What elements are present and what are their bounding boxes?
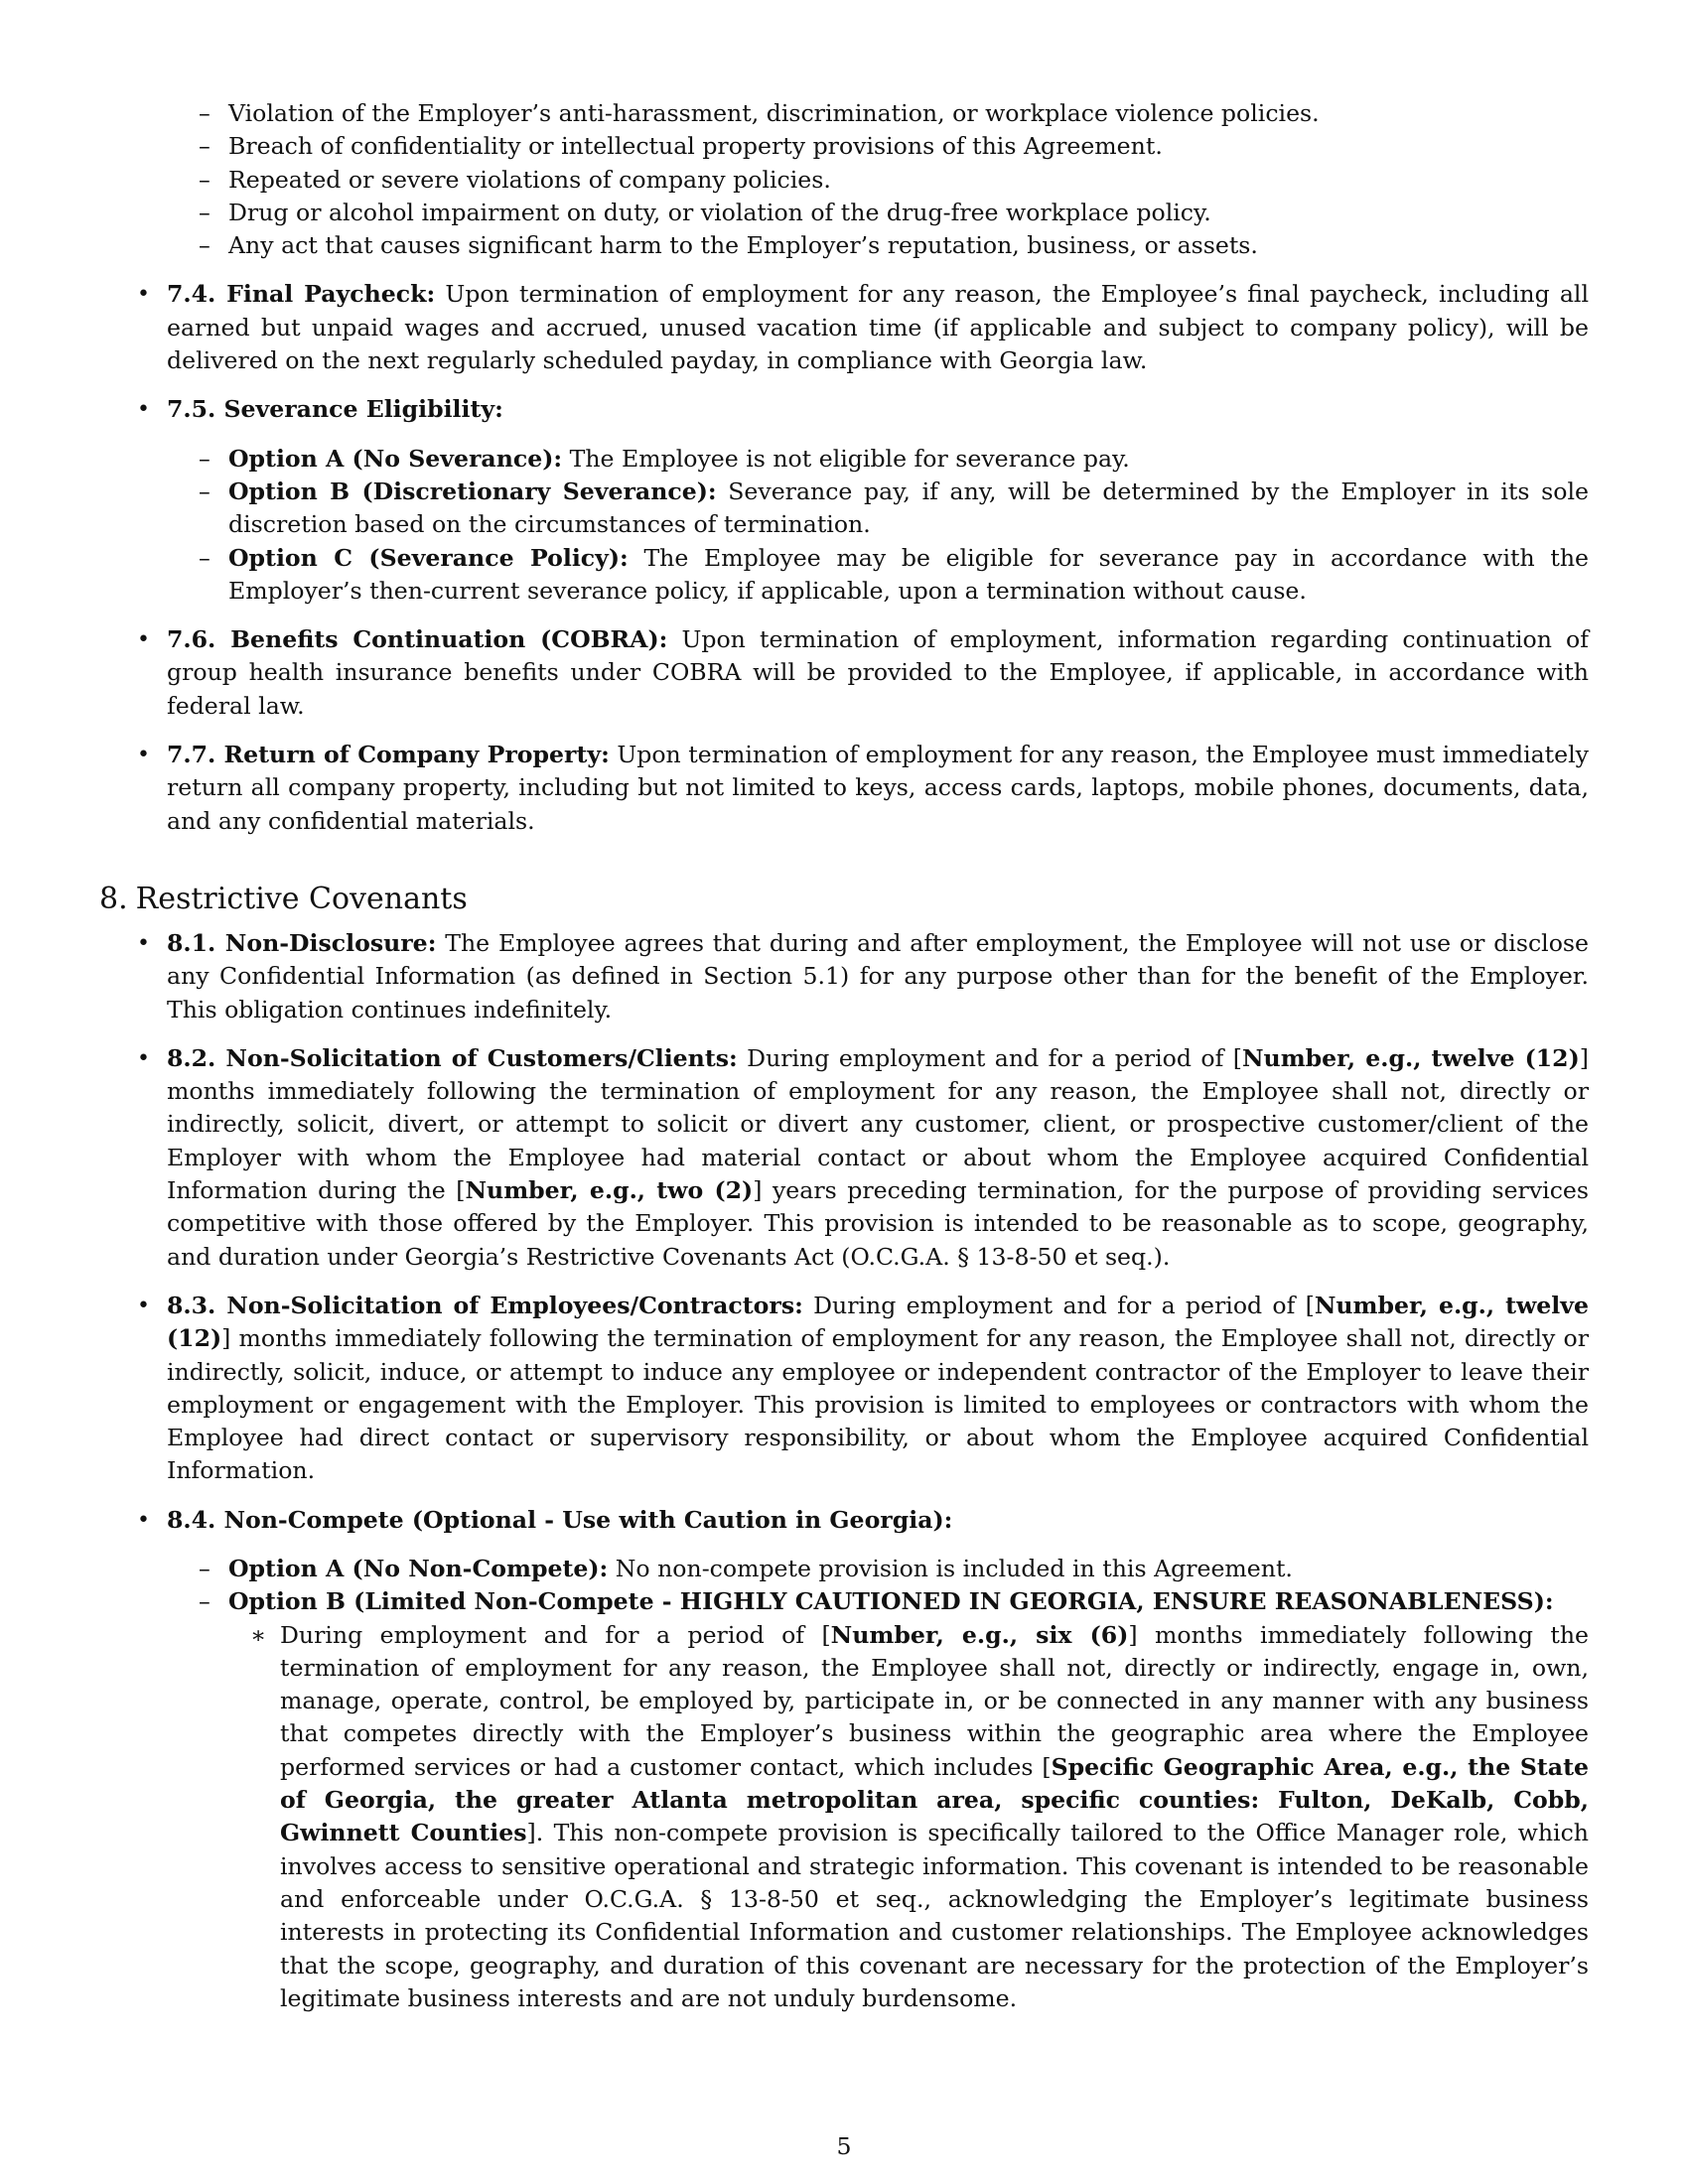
clause-text: ] months immediately following the termination of employment for any reason, the Employee shall not, directly or indirectly, solicit, induce, or attempt to induce any employee or independent contractor of the Employer to leave their employment or engagement with the Employer. This provision is limited to employees or contractors with whom the Employee had direct contact or supervisory responsibility, or about whom the Employee acquired Confidential Information. xyxy=(167,1324,1589,1485)
option-label: Option B (Discretionary Severance): xyxy=(228,477,717,505)
bullet-marker: • xyxy=(137,743,150,768)
severance-option-b xyxy=(99,476,1589,542)
list-item-text: Breach of confidentiality or intellectual property provisions of this Agreement. xyxy=(228,132,1163,161)
option-text: No non-compete provision is included in this Agreement. xyxy=(615,1554,1293,1582)
clause-text: Upon termination of employment for any reason, the Employee’s final paycheck, including all earned but unpaid wages and accrued, unused vacation time (if applicable and subject to company policy), will be delivered on the next regularly scheduled payday, in compliance with Georgia law. xyxy=(167,280,1590,375)
clause-8-4 xyxy=(99,1504,1589,2015)
clause-7-4 xyxy=(99,278,1589,377)
section-7-clauses xyxy=(99,278,1589,837)
bullet-marker: • xyxy=(137,1507,150,1533)
clause-title: 8.1. Non-Disclosure: xyxy=(167,928,437,957)
dash-marker: – xyxy=(199,198,211,226)
placeholder-term: Specific Geographic Area, e.g., the State of Georgia, the greater Atlanta metropolitan area, specific counties: Fulton, DeKalb, Cobb, Gwinnett Counties xyxy=(280,1752,1590,1847)
page-content xyxy=(99,97,1589,2015)
clause-title: 8.2. Non-Solicitation of Customers/Clients: xyxy=(167,1043,738,1072)
placeholder-term: Number, e.g., twelve (12) xyxy=(1241,1043,1580,1072)
non-compete-options xyxy=(99,1553,1589,2015)
option-label: Option A (No Non-Compete): xyxy=(228,1554,609,1582)
star-marker: ∗ xyxy=(250,1620,267,1649)
clause-text: ]. This non-compete provision is specifically tailored to the Office Manager role, which involves access to sensitive operational and strategic information. This covenant is intended to be reasonable and enforceable under O.C.G.A. § 13-8-50 et seq., acknowledging the Employer’s legitimate business interests in protecting its Confidential Information and customer relationships. The Employee acknowledges that the scope, geography, and duration of this covenant are necessary for the protection of the Employer’s legitimate business interests and are not unduly burdensome. xyxy=(280,1819,1589,2012)
list-item-text: Repeated or severe violations of company policies. xyxy=(228,165,831,194)
option-text: Severance pay, if any, will be determined by the Employer in its sole discretion based on the circumstances of termination. xyxy=(228,477,1590,539)
clause-text: During employment and for a period of [ xyxy=(813,1291,1315,1319)
list-item-text: Drug or alcohol impairment on duty, or violation of the drug-free workplace policy. xyxy=(228,198,1211,226)
bullet-marker: • xyxy=(137,627,150,653)
placeholder-term: Number, e.g., six (6) xyxy=(830,1620,1129,1649)
dash-marker: – xyxy=(199,231,211,260)
option-label: Option A (No Severance): xyxy=(228,444,563,473)
page-number: 5 xyxy=(836,2132,852,2160)
severance-options xyxy=(99,443,1589,608)
clause-title: 7.7. Return of Company Property: xyxy=(167,741,610,769)
list-item xyxy=(99,164,1589,197)
list-item xyxy=(99,229,1589,262)
clause-title: 8.3. Non-Solicitation of Employees/Contractors: xyxy=(167,1291,803,1319)
list-item xyxy=(99,197,1589,229)
dash-marker: – xyxy=(199,543,211,572)
clause-text: Upon termination of employment for any reason, the Employee must immediately return all company property, including but not limited to keys, access cards, laptops, mobile phones, documents, data, and any confidential materials. xyxy=(167,741,1589,835)
list-item xyxy=(228,1619,1589,2016)
list-item-text: Any act that causes significant harm to the Employer’s reputation, business, or assets. xyxy=(228,231,1258,260)
clause-title: 8.4. Non-Compete (Optional - Use with Caution in Georgia): xyxy=(167,1505,953,1534)
dash-marker: – xyxy=(199,99,211,127)
clause-title: 7.6. Benefits Continuation (COBRA): xyxy=(167,625,668,654)
dash-marker: – xyxy=(199,444,211,473)
bullet-marker: • xyxy=(137,930,150,956)
section-8-clauses xyxy=(99,927,1589,2015)
bullet-marker: • xyxy=(137,1045,150,1071)
bullet-marker: • xyxy=(137,397,150,423)
non-compete-option-a xyxy=(99,1553,1589,1585)
placeholder-term: Number, e.g., twelve (12) xyxy=(167,1291,1589,1353)
list-item-text: Violation of the Employer’s anti-harassment, discrimination, or workplace violence policies. xyxy=(228,99,1320,127)
option-label: Option B (Limited Non-Compete - HIGHLY CAUTIONED IN GEORGIA, ENSURE REASONABLENESS): xyxy=(228,1587,1554,1616)
list-item xyxy=(99,130,1589,163)
dash-marker: – xyxy=(199,1587,211,1616)
clause-text: Upon termination of employment, information regarding continuation of group health insurance benefits under COBRA will be provided to the Employee, if applicable, in accordance with federal law. xyxy=(167,625,1589,720)
clause-8-1 xyxy=(99,927,1589,1026)
non-compete-terms xyxy=(228,1619,1589,2016)
option-text: The Employee is not eligible for severance pay. xyxy=(569,444,1130,473)
clause-text: ] years preceding termination, for the purpose of providing services competitive with those offered by the Employer. This provision is intended to be reasonable as to scope, geography, and duration under Georgia’s Restrictive Covenants Act (O.C.G.A. § 13-8-50 et seq.). xyxy=(167,1176,1589,1271)
section-8-heading xyxy=(99,880,1589,919)
bullet-marker: • xyxy=(137,1293,150,1318)
severance-option-a xyxy=(99,443,1589,476)
section-number: 8. xyxy=(99,881,128,916)
clause-8-3 xyxy=(99,1290,1589,1488)
clause-7-7 xyxy=(99,739,1589,838)
clause-text: ] months immediately following the termination of employment for any reason, the Employee shall not, directly or indirectly, solicit, divert, or attempt to solicit or divert any customer, client, or prospective customer/client of the Employer with whom the Employee had material contact or about whom the Employee acquired Confidential Information during the [ xyxy=(167,1043,1589,1205)
clause-7-5 xyxy=(99,393,1589,608)
termination-cause-list xyxy=(99,97,1589,262)
severance-option-c xyxy=(99,542,1589,609)
dash-marker: – xyxy=(199,1554,211,1582)
clause-8-2 xyxy=(99,1042,1589,1274)
dash-marker: – xyxy=(199,477,211,505)
dash-marker: – xyxy=(199,132,211,161)
clause-text: During employment and for a period of [ xyxy=(280,1620,831,1649)
section-title: Restrictive Covenants xyxy=(135,881,468,916)
clause-text: ] months immediately following the termination of employment for any reason, the Employee shall not, directly or indirectly, engage in, own, manage, operate, control, be employed by, participate in, or be connected in any manner with any business that competes directly with the Employer’s business within the geographic area where the Employee performed services or had a customer contact, which includes [ xyxy=(280,1620,1589,1781)
non-compete-option-b xyxy=(99,1585,1589,2015)
option-label: Option C (Severance Policy): xyxy=(228,543,629,572)
clause-title: 7.5. Severance Eligibility: xyxy=(167,395,503,424)
clause-7-6 xyxy=(99,623,1589,723)
bullet-marker: • xyxy=(137,282,150,308)
clause-text: The Employee agrees that during and after employment, the Employee will not use or disclose any Confidential Information (as defined in Section 5.1) for any purpose other than for the benefit of the Employer. This obligation continues indefinitely. xyxy=(167,928,1589,1024)
placeholder-term: Number, e.g., two (2) xyxy=(465,1176,754,1205)
dash-marker: – xyxy=(199,165,211,194)
option-text: The Employee may be eligible for severance pay in accordance with the Employer’s then-current severance policy, if applicable, upon a termination without cause. xyxy=(228,543,1590,605)
clause-title: 7.4. Final Paycheck: xyxy=(167,280,436,309)
list-item xyxy=(99,97,1589,130)
clause-text: During employment and for a period of [ xyxy=(747,1043,1242,1072)
